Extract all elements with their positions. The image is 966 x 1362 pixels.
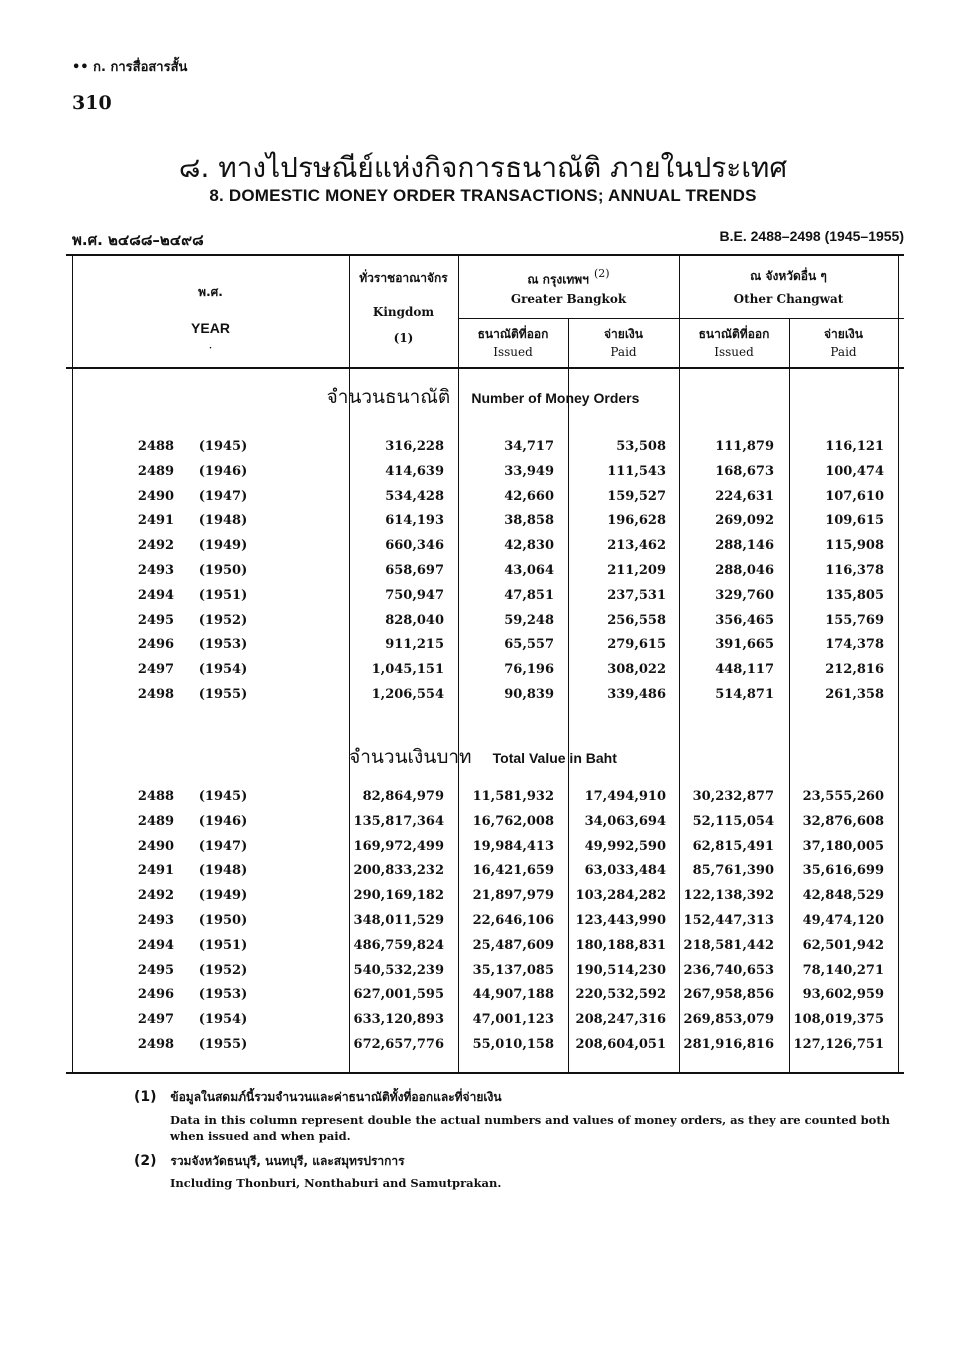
cell-ad: (1947) xyxy=(198,488,248,504)
cell-ad: (1952) xyxy=(198,962,248,978)
header-year-thai: พ.ศ. xyxy=(198,285,223,299)
cell-bkk-paid: 279,615 xyxy=(607,637,666,653)
cell-be: 2497 xyxy=(137,662,175,678)
cell-kingdom: 486,759,824 xyxy=(353,937,444,953)
cell-be: 2494 xyxy=(137,937,175,953)
cell-oth-issued: 288,146 xyxy=(715,538,774,554)
cell-bkk-paid: 111,543 xyxy=(607,463,666,479)
cell-oth-paid: 35,616,699 xyxy=(802,863,884,879)
cell-kingdom: 290,169,182 xyxy=(353,888,444,904)
cell-oth-issued: 168,673 xyxy=(715,463,774,479)
cell-be: 2496 xyxy=(137,637,175,653)
cell-oth-paid: 261,358 xyxy=(825,687,884,702)
cell-ad: (1953) xyxy=(198,987,248,1003)
cell-oth-issued: 52,115,054 xyxy=(692,813,774,829)
cell-bkk-paid: 208,247,316 xyxy=(575,1012,666,1028)
header-kingdom-thai: ทั่วราชอาณาจักร xyxy=(359,271,448,285)
cell-oth-paid: 127,126,751 xyxy=(793,1037,884,1052)
cell-ad: (1947) xyxy=(198,838,248,854)
cell-kingdom: 534,428 xyxy=(385,488,444,504)
table-row xyxy=(0,811,966,835)
cell-bkk-issued: 47,001,123 xyxy=(472,1012,554,1028)
cell-ad: (1951) xyxy=(198,587,248,603)
cell-kingdom: 540,532,239 xyxy=(353,962,444,978)
table-row xyxy=(0,634,966,658)
header-bangkok-english: Greater Bangkok xyxy=(510,292,627,306)
page-title-english: 8. DOMESTIC MONEY ORDER TRANSACTIONS; ANNUAL TRENDS xyxy=(209,186,757,205)
cell-kingdom: 828,040 xyxy=(385,612,444,628)
cell-bkk-issued: 22,646,106 xyxy=(472,913,554,928)
cell-bkk-paid: 190,514,230 xyxy=(575,962,666,978)
cell-kingdom: 414,639 xyxy=(385,463,444,479)
cell-bkk-issued: 42,660 xyxy=(504,488,554,504)
cell-oth-issued: 236,740,653 xyxy=(683,962,774,978)
cell-kingdom: 348,011,529 xyxy=(353,913,444,928)
cell-oth-issued: 329,760 xyxy=(715,587,774,603)
cell-be: 2490 xyxy=(137,838,175,854)
cell-bkk-issued: 38,858 xyxy=(504,513,554,529)
cell-be: 2488 xyxy=(137,789,175,804)
cell-be: 2497 xyxy=(137,1012,175,1028)
cell-oth-paid: 116,378 xyxy=(825,563,884,578)
cell-bkk-paid: 256,558 xyxy=(607,612,666,628)
cell-kingdom: 660,346 xyxy=(385,538,444,554)
header-year-english: YEAR xyxy=(191,320,230,336)
table-row xyxy=(0,885,966,909)
cell-bkk-paid: 53,508 xyxy=(616,439,666,454)
cell-ad: (1950) xyxy=(198,913,248,928)
table-row xyxy=(0,610,966,634)
cell-bkk-paid: 103,284,282 xyxy=(575,888,666,904)
table-row xyxy=(0,935,966,959)
cell-oth-issued: 269,853,079 xyxy=(683,1012,774,1028)
cell-be: 2490 xyxy=(137,488,175,504)
cell-ad: (1955) xyxy=(198,687,248,702)
footnote-2-marker: (2) xyxy=(134,1153,157,1169)
table-row xyxy=(0,960,966,984)
subheader-rule xyxy=(458,318,904,319)
table-row xyxy=(0,786,966,810)
period-english: B.E. 2488–2498 (1945–1955) xyxy=(719,228,904,244)
table-row xyxy=(0,1034,966,1058)
cell-bkk-issued: 33,949 xyxy=(504,463,554,479)
section-value-title-english: Total Value in Baht xyxy=(492,750,617,766)
table-row xyxy=(0,684,966,708)
cell-oth-paid: 108,019,375 xyxy=(793,1012,884,1028)
section-value-title-thai: จำนวนเงินบาท xyxy=(349,746,472,768)
header-bkk-paid-thai: จ่ายเงิน xyxy=(604,327,643,341)
cell-bkk-paid: 237,531 xyxy=(607,587,666,603)
cell-ad: (1953) xyxy=(198,637,248,653)
table-row xyxy=(0,461,966,485)
table-row xyxy=(0,535,966,559)
header-bkk-paid-english: Paid xyxy=(610,345,637,359)
cell-bkk-paid: 180,188,831 xyxy=(575,937,666,953)
footnote-1-marker: (1) xyxy=(134,1089,157,1105)
cell-bkk-paid: 63,033,484 xyxy=(584,863,666,879)
cell-bkk-issued: 55,010,158 xyxy=(472,1037,554,1052)
cell-bkk-paid: 159,527 xyxy=(607,488,666,504)
cell-oth-paid: 155,769 xyxy=(825,612,884,628)
cell-bkk-issued: 25,487,609 xyxy=(472,937,554,953)
section-number-title xyxy=(0,382,966,412)
cell-oth-issued: 448,117 xyxy=(715,662,774,678)
cell-oth-issued: 111,879 xyxy=(715,439,774,454)
section-value-title xyxy=(0,742,966,772)
cell-bkk-issued: 44,907,188 xyxy=(472,987,554,1003)
header-oth-paid-english: Paid xyxy=(830,345,857,359)
cell-oth-paid: 23,555,260 xyxy=(802,789,884,804)
cell-be: 2492 xyxy=(137,888,175,904)
cell-oth-paid: 135,805 xyxy=(825,587,884,603)
section-number-title-thai: จำนวนธนาณัติ xyxy=(326,386,451,408)
cell-be: 2492 xyxy=(137,538,175,554)
cell-kingdom: 82,864,979 xyxy=(362,789,444,804)
period-thai: พ.ศ. ๒๔๘๘–๒๔๙๘ xyxy=(72,231,204,249)
cell-oth-paid: 100,474 xyxy=(825,463,884,479)
cell-bkk-paid: 49,992,590 xyxy=(584,838,666,854)
cell-oth-issued: 218,581,442 xyxy=(683,937,774,953)
cell-be: 2498 xyxy=(137,687,175,702)
cell-kingdom: 911,215 xyxy=(385,637,444,653)
cell-kingdom: 135,817,364 xyxy=(353,813,444,829)
cell-bkk-issued: 21,897,979 xyxy=(472,888,554,904)
cell-be: 2489 xyxy=(137,813,175,829)
table-row xyxy=(0,860,966,884)
cell-oth-paid: 93,602,959 xyxy=(802,987,884,1003)
bangkok-thai-label: ณ กรุงเทพฯ xyxy=(527,272,589,287)
cell-oth-issued: 267,958,856 xyxy=(683,987,774,1003)
cell-bkk-paid: 17,494,910 xyxy=(584,789,666,804)
footnote-1-english: Data in this column represent double the actual numbers and values of money orders, as they are counted both when issued and when paid. xyxy=(170,1113,891,1144)
cell-be: 2495 xyxy=(137,962,175,978)
header-kingdom-english: Kingdom xyxy=(372,305,435,319)
cell-bkk-issued: 65,557 xyxy=(504,637,554,653)
table-row xyxy=(0,585,966,609)
cell-bkk-paid: 34,063,694 xyxy=(584,813,666,829)
cell-oth-issued: 288,046 xyxy=(715,563,774,578)
cell-bkk-issued: 76,196 xyxy=(504,662,554,678)
cell-ad: (1952) xyxy=(198,612,248,628)
cell-be: 2493 xyxy=(137,563,175,578)
cell-bkk-paid: 123,443,990 xyxy=(575,913,666,928)
footnote-2-english: Including Thonburi, Nonthaburi and Samutprakan. xyxy=(170,1176,502,1190)
cell-be: 2491 xyxy=(137,513,175,529)
cell-oth-paid: 78,140,271 xyxy=(802,962,884,978)
cell-kingdom: 1,045,151 xyxy=(371,662,444,678)
cell-bkk-paid: 211,209 xyxy=(607,563,666,578)
cell-be: 2491 xyxy=(137,863,175,879)
cell-kingdom: 750,947 xyxy=(385,587,444,603)
cell-oth-issued: 356,465 xyxy=(715,612,774,628)
cell-ad: (1945) xyxy=(198,789,248,804)
running-head: •• ก. การสื่อสารสั้น xyxy=(72,60,188,75)
cell-kingdom: 200,833,232 xyxy=(353,863,444,879)
cell-oth-paid: 115,908 xyxy=(825,538,884,554)
cell-bkk-issued: 35,137,085 xyxy=(472,962,554,978)
cell-be: 2496 xyxy=(137,987,175,1003)
cell-kingdom: 672,657,776 xyxy=(353,1037,444,1052)
cell-bkk-paid: 308,022 xyxy=(607,662,666,678)
cell-ad: (1949) xyxy=(198,538,248,554)
page-number: 310 xyxy=(72,92,112,114)
cell-oth-issued: 85,761,390 xyxy=(692,863,774,879)
cell-oth-issued: 122,138,392 xyxy=(683,888,774,904)
cell-kingdom: 1,206,554 xyxy=(371,687,444,702)
cell-oth-paid: 37,180,005 xyxy=(802,838,884,854)
table-row xyxy=(0,984,966,1008)
cell-bkk-issued: 16,762,008 xyxy=(472,813,554,829)
cell-bkk-paid: 339,486 xyxy=(607,687,666,702)
cell-bkk-paid: 208,604,051 xyxy=(575,1037,666,1052)
cell-oth-issued: 281,916,816 xyxy=(683,1037,774,1052)
cell-oth-paid: 116,121 xyxy=(825,439,884,454)
cell-oth-issued: 152,447,313 xyxy=(683,913,774,928)
header-other-thai: ณ จังหวัดอื่น ๆ xyxy=(750,269,827,283)
cell-bkk-issued: 34,717 xyxy=(504,439,554,454)
cell-oth-paid: 42,848,529 xyxy=(802,888,884,904)
table-row xyxy=(0,560,966,584)
cell-bkk-paid: 196,628 xyxy=(607,513,666,529)
cell-be: 2493 xyxy=(137,913,175,928)
header-kingdom-note: (1) xyxy=(393,331,414,345)
cell-oth-paid: 32,876,608 xyxy=(802,813,884,829)
cell-ad: (1950) xyxy=(198,563,248,578)
cell-bkk-paid: 213,462 xyxy=(607,538,666,554)
cell-oth-paid: 62,501,942 xyxy=(802,937,884,953)
cell-oth-issued: 62,815,491 xyxy=(692,838,774,854)
cell-kingdom: 614,193 xyxy=(385,513,444,529)
cell-oth-paid: 107,610 xyxy=(825,488,884,504)
page-title-thai: ๘. ทางไปรษณีย์แห่งกิจการธนาณัติ ภายในประเทศ xyxy=(178,151,788,184)
cell-kingdom: 169,972,499 xyxy=(353,838,444,854)
cell-oth-paid: 49,474,120 xyxy=(802,913,884,928)
table-top-rule xyxy=(66,254,904,256)
section-number-title-english: Number of Money Orders xyxy=(471,390,640,406)
cell-ad: (1949) xyxy=(198,888,248,904)
cell-ad: (1954) xyxy=(198,662,248,678)
footnote-1-thai: ข้อมูลในสดมภ์นี้รวมจำนวนและค่าธนาณัติทั้งที่ออกและที่จ่ายเงิน xyxy=(170,1090,502,1104)
header-bottom-rule xyxy=(66,367,904,369)
cell-bkk-issued: 90,839 xyxy=(504,687,554,702)
header-bangkok-thai xyxy=(458,268,679,288)
header-oth-paid-thai: จ่ายเงิน xyxy=(824,327,863,341)
cell-oth-issued: 391,665 xyxy=(715,637,774,653)
table-row xyxy=(0,836,966,860)
table-row xyxy=(0,436,966,460)
cell-ad: (1955) xyxy=(198,1037,248,1052)
cell-ad: (1945) xyxy=(198,439,248,454)
cell-kingdom: 316,228 xyxy=(385,439,444,454)
header-oth-issued-thai: ธนาณัติที่ออก xyxy=(698,327,770,341)
header-other-english: Other Changwat xyxy=(733,292,844,306)
header-bkk-issued-thai: ธนาณัติที่ออก xyxy=(477,327,549,341)
cell-ad: (1948) xyxy=(198,863,248,879)
cell-ad: (1954) xyxy=(198,1012,248,1028)
cell-kingdom: 633,120,893 xyxy=(353,1012,444,1028)
cell-bkk-issued: 11,581,932 xyxy=(472,789,554,804)
header-oth-issued-english: Issued xyxy=(714,345,754,359)
bangkok-note: (2) xyxy=(594,267,610,280)
header-year-dot: · xyxy=(208,341,213,355)
cell-oth-paid: 109,615 xyxy=(825,513,884,529)
cell-ad: (1946) xyxy=(198,463,248,479)
table-row xyxy=(0,510,966,534)
cell-kingdom: 658,697 xyxy=(385,563,444,578)
cell-oth-paid: 174,378 xyxy=(825,637,884,653)
cell-be: 2494 xyxy=(137,587,175,603)
cell-be: 2495 xyxy=(137,612,175,628)
cell-be: 2489 xyxy=(137,463,175,479)
cell-bkk-issued: 47,851 xyxy=(504,587,554,603)
table-row xyxy=(0,486,966,510)
cell-bkk-issued: 42,830 xyxy=(504,538,554,554)
cell-kingdom: 627,001,595 xyxy=(353,987,444,1003)
cell-oth-paid: 212,816 xyxy=(825,662,884,678)
cell-bkk-issued: 19,984,413 xyxy=(472,838,554,854)
table-bottom-rule xyxy=(66,1072,904,1074)
footnote-2-thai: รวมจังหวัดธนบุรี, นนทบุรี, และสมุทรปราการ xyxy=(170,1154,405,1168)
header-bkk-issued-english: Issued xyxy=(493,345,533,359)
table-row xyxy=(0,910,966,934)
cell-ad: (1946) xyxy=(198,813,248,829)
footnote-1 xyxy=(134,1088,502,1107)
cell-bkk-issued: 43,064 xyxy=(504,563,554,578)
cell-oth-issued: 224,631 xyxy=(715,488,774,504)
footnote-2 xyxy=(134,1152,405,1171)
cell-be: 2498 xyxy=(137,1037,175,1052)
cell-oth-issued: 30,232,877 xyxy=(692,789,774,804)
cell-oth-issued: 269,092 xyxy=(715,513,774,529)
cell-bkk-paid: 220,532,592 xyxy=(575,987,666,1003)
cell-ad: (1948) xyxy=(198,513,248,529)
cell-ad: (1951) xyxy=(198,937,248,953)
cell-oth-issued: 514,871 xyxy=(715,687,774,702)
cell-bkk-issued: 16,421,659 xyxy=(472,863,554,879)
cell-be: 2488 xyxy=(137,439,175,454)
table-row xyxy=(0,659,966,683)
cell-bkk-issued: 59,248 xyxy=(504,612,554,628)
table-row xyxy=(0,1009,966,1033)
